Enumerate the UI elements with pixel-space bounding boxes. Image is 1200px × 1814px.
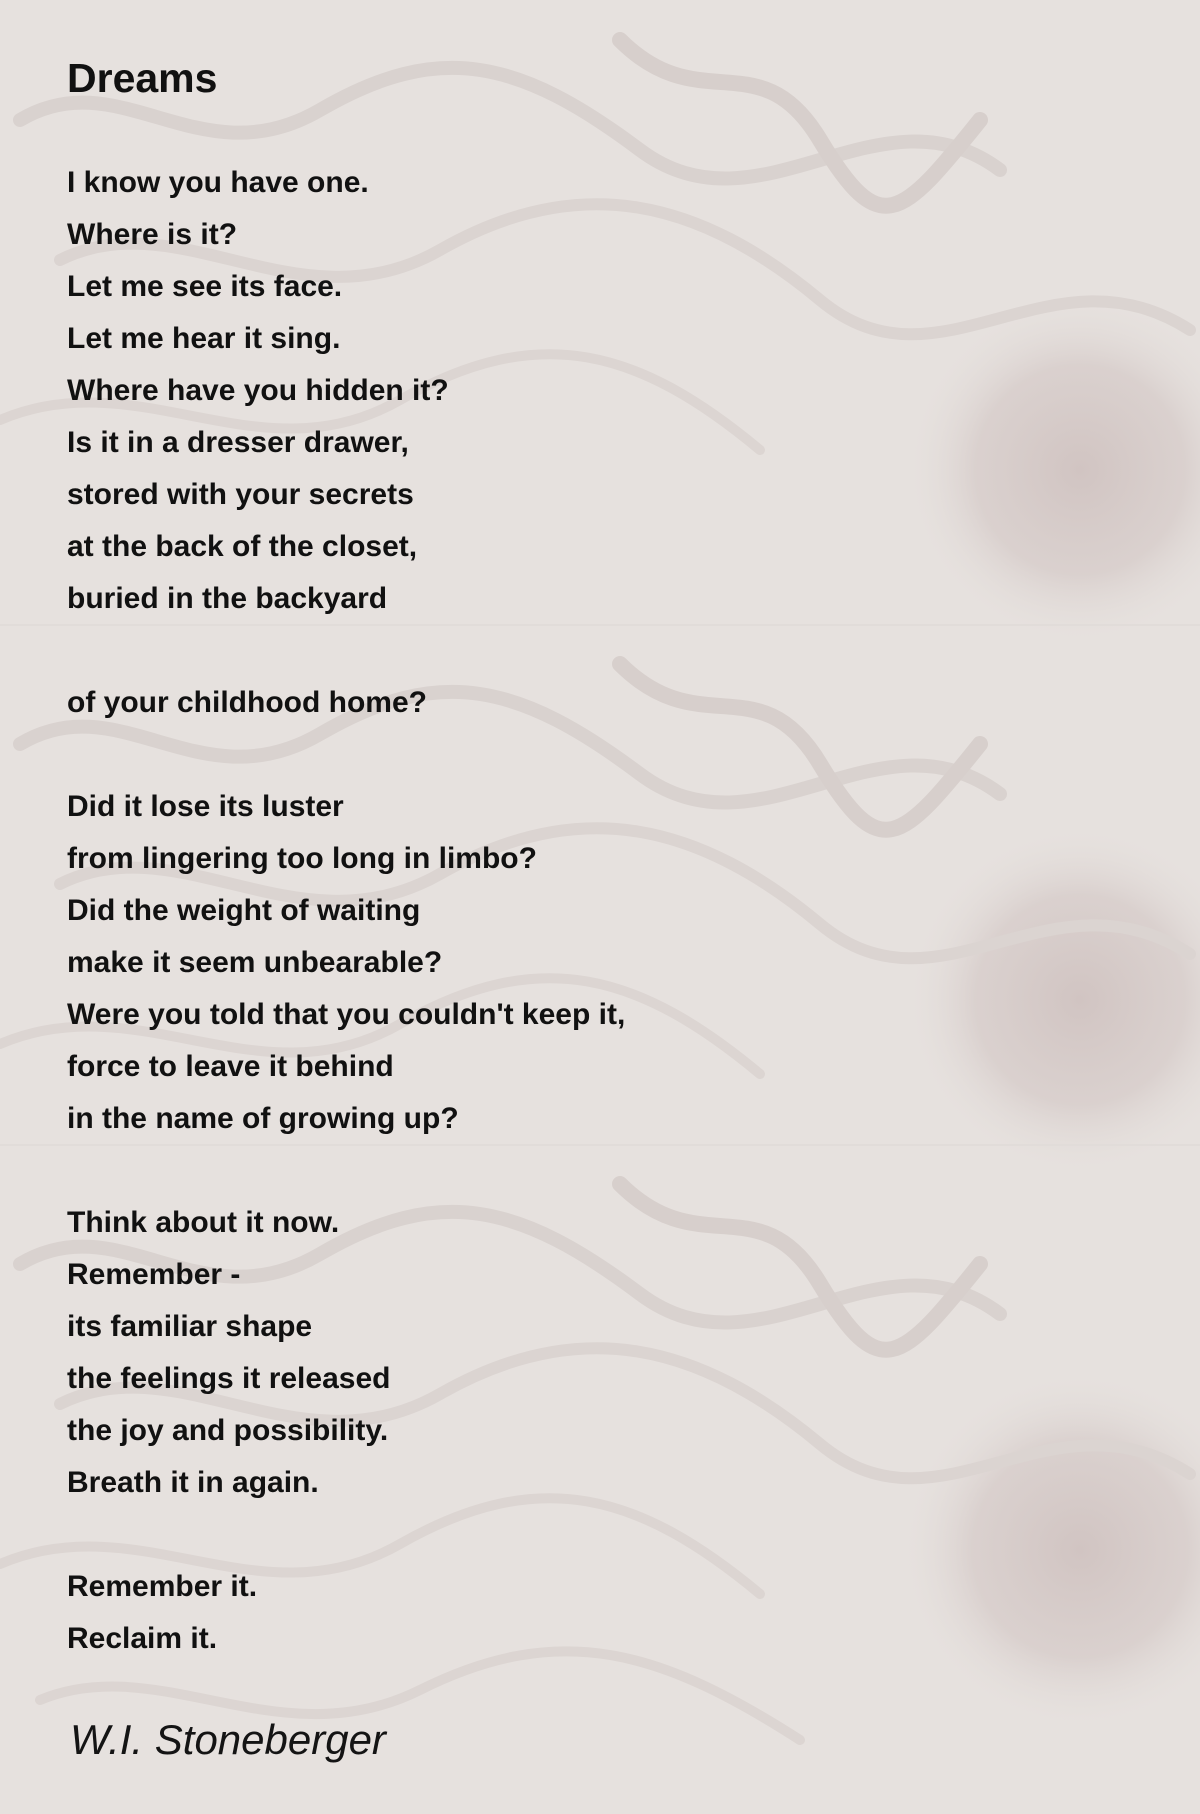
stanza-3 bbox=[67, 781, 1160, 1145]
poem-line: Where is it? bbox=[67, 218, 238, 251]
poem-line: buried in the backyard bbox=[67, 582, 388, 615]
poem-body bbox=[67, 157, 1160, 1665]
poem-line: Where have you hidden it? bbox=[67, 374, 449, 407]
poem-line: Did it lose its luster bbox=[67, 790, 344, 823]
poem-line: the feelings it released bbox=[67, 1362, 391, 1395]
poem-line: Were you told that you couldn't keep it, bbox=[67, 998, 626, 1031]
poem-line: force to leave it behind bbox=[67, 1050, 394, 1083]
poem-line: Reclaim it. bbox=[67, 1622, 218, 1655]
poem-line: Did the weight of waiting bbox=[67, 894, 421, 927]
stanza-4 bbox=[67, 1197, 1160, 1509]
poem-line: I know you have one. bbox=[67, 166, 369, 199]
poem-line: Let me see its face. bbox=[67, 270, 343, 303]
poem-line: Remember it. bbox=[67, 1570, 258, 1603]
poem-line: make it seem unbearable? bbox=[67, 946, 443, 979]
poem-line: Is it in a dresser drawer, bbox=[67, 426, 409, 459]
poem-line: at the back of the closet, bbox=[67, 530, 418, 563]
poem-line: from lingering too long in limbo? bbox=[67, 842, 537, 875]
poem-line: Breath it in again. bbox=[67, 1466, 319, 1499]
poem-line: Think about it now. bbox=[67, 1206, 340, 1239]
poem-line: Let me hear it sing. bbox=[67, 322, 341, 355]
stanza-1 bbox=[67, 157, 1160, 625]
poem-line: the joy and possibility. bbox=[67, 1414, 389, 1447]
poem-author: W.I. Stoneberger bbox=[70, 1716, 386, 1763]
stanza-5 bbox=[67, 1561, 1160, 1665]
poem-line: stored with your secrets bbox=[67, 478, 414, 511]
poem-line: of your childhood home? bbox=[67, 686, 427, 719]
poem-line: in the name of growing up? bbox=[67, 1102, 459, 1135]
poem-title: Dreams bbox=[67, 55, 218, 101]
stanza-2 bbox=[67, 677, 1160, 729]
poem-line: Remember - bbox=[67, 1258, 241, 1291]
poem-container bbox=[67, 50, 1160, 1665]
poem-line: its familiar shape bbox=[67, 1310, 313, 1343]
